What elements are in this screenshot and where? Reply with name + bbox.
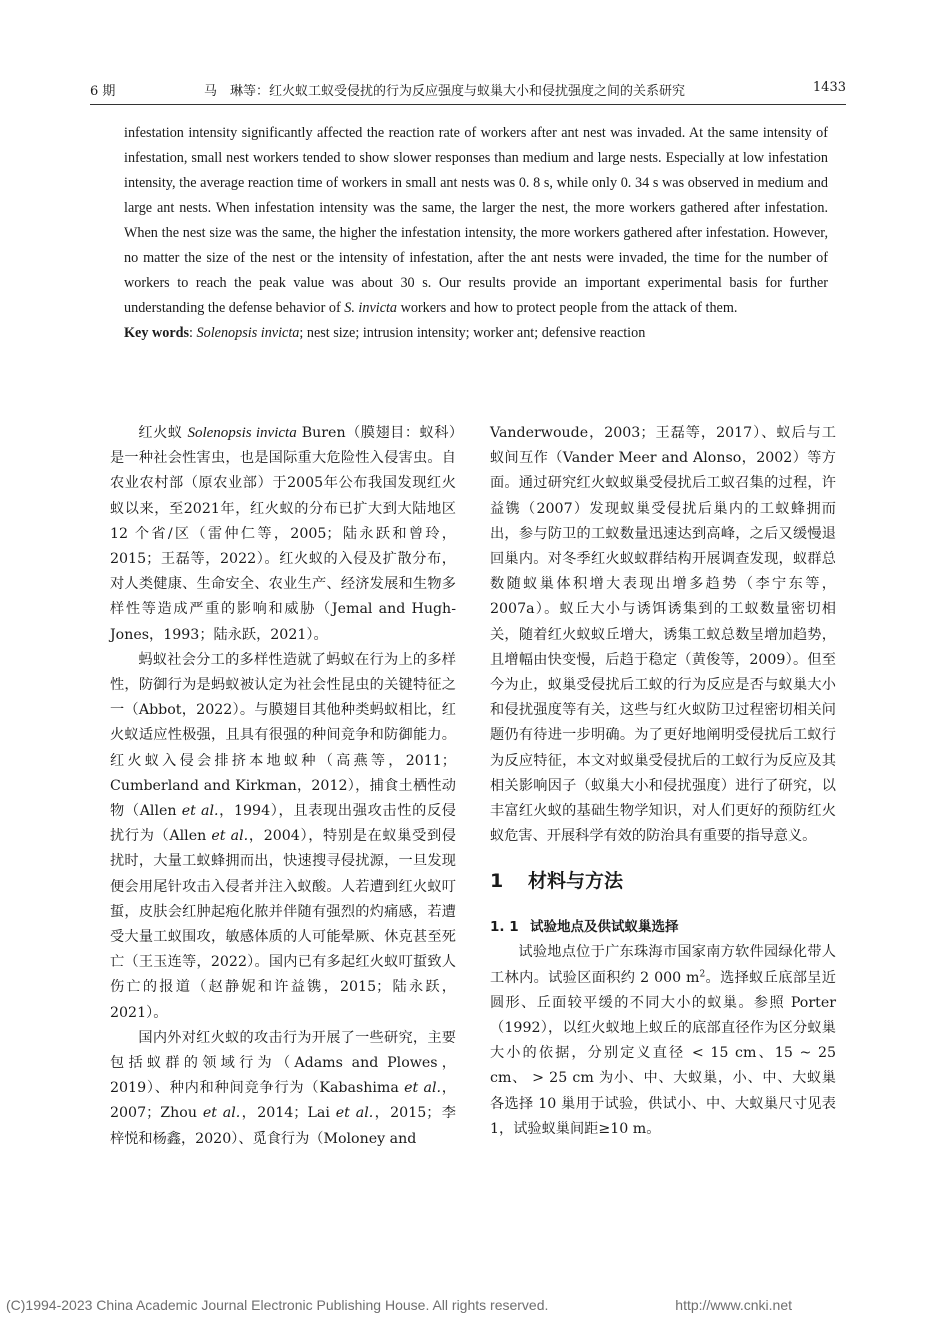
left-column [110, 421, 456, 1152]
subsection-title: 试验地点及供试蚁巢选择 [530, 919, 679, 936]
running-title: 马 琳等：红火蚁工蚁受侵扰的行为反应强度与蚁巢大小和侵扰强度之间的关系研究 [204, 84, 686, 99]
superscript: 2 [699, 968, 706, 979]
section-heading-1 [490, 867, 836, 895]
intro-paragraph-3 [110, 1026, 456, 1152]
section-number: 1 [490, 870, 504, 893]
et-al: et al. [211, 828, 249, 845]
keywords [124, 321, 828, 346]
abstract-text [124, 121, 828, 321]
et-al: et al. [181, 803, 219, 820]
intro-paragraph-4: Vanderwoude，2003；王磊等，2017）、蚁后与工蚁间互作（Vander Meer and Alonso，2002）等方面。通过研究红火蚁蚁巢受侵扰后工蚁召集的过程，许益镌（2007）发现蚁巢受侵扰后巢内的工蚁蜂拥而出，参与防卫的工蚁数量迅速达到高峰，之后又缓慢退回巢内。对冬季红火蚁蚁群结构开展调查发现，蚁群总数随蚁巢体积增大表现出增多趋势（李宁东等，2007a）。蚁丘大小与诱饵诱集到的工蚁数量密切相关，随着红火蚁蚁丘增大，诱集工蚁总数呈增加趋势，且增幅由快变慢，后趋于稳定（黄俊等，2009）。但至今为止，蚁巢受侵扰后工蚁的行为反应是否与蚁巢大小和侵扰强度等有关，这些与红火蚁防卫过程密切相关问题仍有待进一步明确。为了更好地阐明受侵扰后工蚁行为反应特征，本文对蚁巢受侵扰后的工蚁行为反应及其相关影响因子（蚁巢大小和侵扰强度）进行了研究，以丰富红火蚁的基础生物学知识，对人们更好的预防红火蚁危害、开展科学有效的防治具有重要的指导意义。 [490, 425, 836, 845]
text-run: 。选择蚁丘底部呈近圆形、丘面较平缓的不同大小的蚁巢。参照 Porter（1992），以红火蚁地上蚁丘的底部直径作为区分蚁巢大小的依据，分别定义直径 < 15 cm、15 ~ 25 cm、 > 25 cm 为小、中、大蚁巢，小、中、大蚁巢各选择 10 巢用于试验，供试小、中、大蚁巢尺寸见表 1，试验蚁巢间距≥10 m。 [490, 969, 836, 1137]
running-header [90, 80, 846, 102]
species-name: Solenopsis invicta [187, 425, 297, 441]
methods-paragraph-1 [490, 940, 836, 1142]
text-run: ，2015；李梓悦和杨鑫，2020）、觅食行为（Moloney and [110, 1105, 456, 1147]
keywords-label: Key words [124, 325, 190, 341]
footer-url: http://www.cnki.net [675, 1297, 792, 1313]
text-run: ，2007；Zhou [110, 1080, 456, 1122]
text-run: 试验地点位于广东珠海市国家南方软件园绿化带人工林内。试验区面积约 2 000 m [490, 944, 836, 986]
subsection-number: 1. 1 [490, 919, 519, 936]
footer [0, 1297, 950, 1317]
text-run: ，1994），且表现出强攻击性的反侵扰行为（Allen [110, 803, 456, 845]
abstract-text-part-1: infestation intensity significantly affected the reaction rate of workers after ant nest was invaded. At the same intensity of infestation, small nest workers tended to show slower responses than medium and large nests. Especially at low infestation intensity, the average reaction time of workers in small ant nests was 0. 8 s, while only 0. 34 s was observed in medium and large ant nests. When infestation intensity was the same, the larger the nest, the more workers gathered after infestation. When the nest size was the same, the higher the infestation intensity, the more workers gathered after infestation. However, no matter the size of the nest or the intensity of infestation, after the ant nests were invaded, the time for the number of workers to reach the peak value was about 30 s. Our results provide an important experimental basis for further understanding the defense behavior of [124, 125, 828, 316]
keywords-species: Solenopsis invicta [196, 325, 300, 341]
keywords-list: ; nest size; intrusion intensity; worker ant; defensive reaction [299, 325, 646, 341]
section-title: 材料与方法 [528, 870, 624, 893]
issue-number: 6 期 [90, 84, 116, 99]
intro-paragraph-2 [110, 648, 456, 1026]
keywords-separator: : [189, 325, 197, 341]
text-run: ，2004），特别是在蚁巢受到侵扰时，大量工蚁蜂拥而出，快速搜寻侵扰源，一旦发现便会用尾针攻击入侵者并注入蚁酸。人若遭到红火蚁叮蜇，皮肤会红肿起疱化脓并伴随有强烈的灼痛感，若遭受大量工蚁围攻，敏感体质的人可能晕厥、休克甚至死亡（王玉连等，2022）。国内已有多起红火蚁叮蜇致人伤亡的报道（赵静妮和许益镌，2015；陆永跃，2021）。 [110, 828, 456, 1021]
abstract-continuation [124, 121, 828, 346]
text-run: 国内外对红火蚁的攻击行为开展了一些研究，主要包括蚁群的领域行为（Adams and Plowes，2019）、种内和种间竞争行为（Kabashima [110, 1029, 456, 1097]
et-al: et al. [202, 1105, 241, 1122]
subsection-heading-1-1 [490, 915, 836, 940]
intro-paragraph-1 [110, 421, 456, 648]
header-rule [90, 104, 846, 105]
abstract-text-part-2: workers and how to protect people from the attack of them. [397, 300, 738, 316]
copyright-notice: (C)1994-2023 China Academic Journal Electronic Publishing House. All rights reserved. [6, 1297, 549, 1313]
page-number: 1433 [812, 80, 846, 95]
right-column [490, 421, 836, 1142]
abstract-species-name: S. invicta [344, 300, 398, 316]
text-run: Buren（膜翅目：蚁科）是一种社会性害虫，也是国际重大危险性入侵害虫。自农业农村部（原农业部）于2005年公布我国发现红火蚁以来，至2021年，红火蚁的分布已扩大到大陆地区 12 个省/区（雷仲仁等，2005；陆永跃和曾玲，2015；王磊等，2022）。红火蚁的入侵及扩散分布，对人类健康、生命安全、农业生产、经济发展和生物多样性等造成严重的影响和威胁（Jemal and Hugh-Jones，1993；陆永跃，2021）。 [110, 425, 456, 643]
et-al: et al. [404, 1080, 442, 1097]
et-al: et al. [335, 1105, 374, 1122]
text-run: ，2014；Lai [240, 1105, 336, 1122]
text-run: 红火蚁 [138, 425, 188, 441]
text-run: 蚂蚁社会分工的多样性造就了蚂蚁在行为上的多样性，防御行为是蚂蚁被认定为社会性昆虫的关键特征之一（Abbot，2022）。与膜翅目其他种类蚂蚁相比，红火蚁适应性极强，且具有很强的种间竞争和防御能力。红火蚁入侵会排挤本地蚁种（高燕等，2011；Cumberland and Kirkman，2012），捕食土栖性动物（Allen [110, 651, 456, 820]
